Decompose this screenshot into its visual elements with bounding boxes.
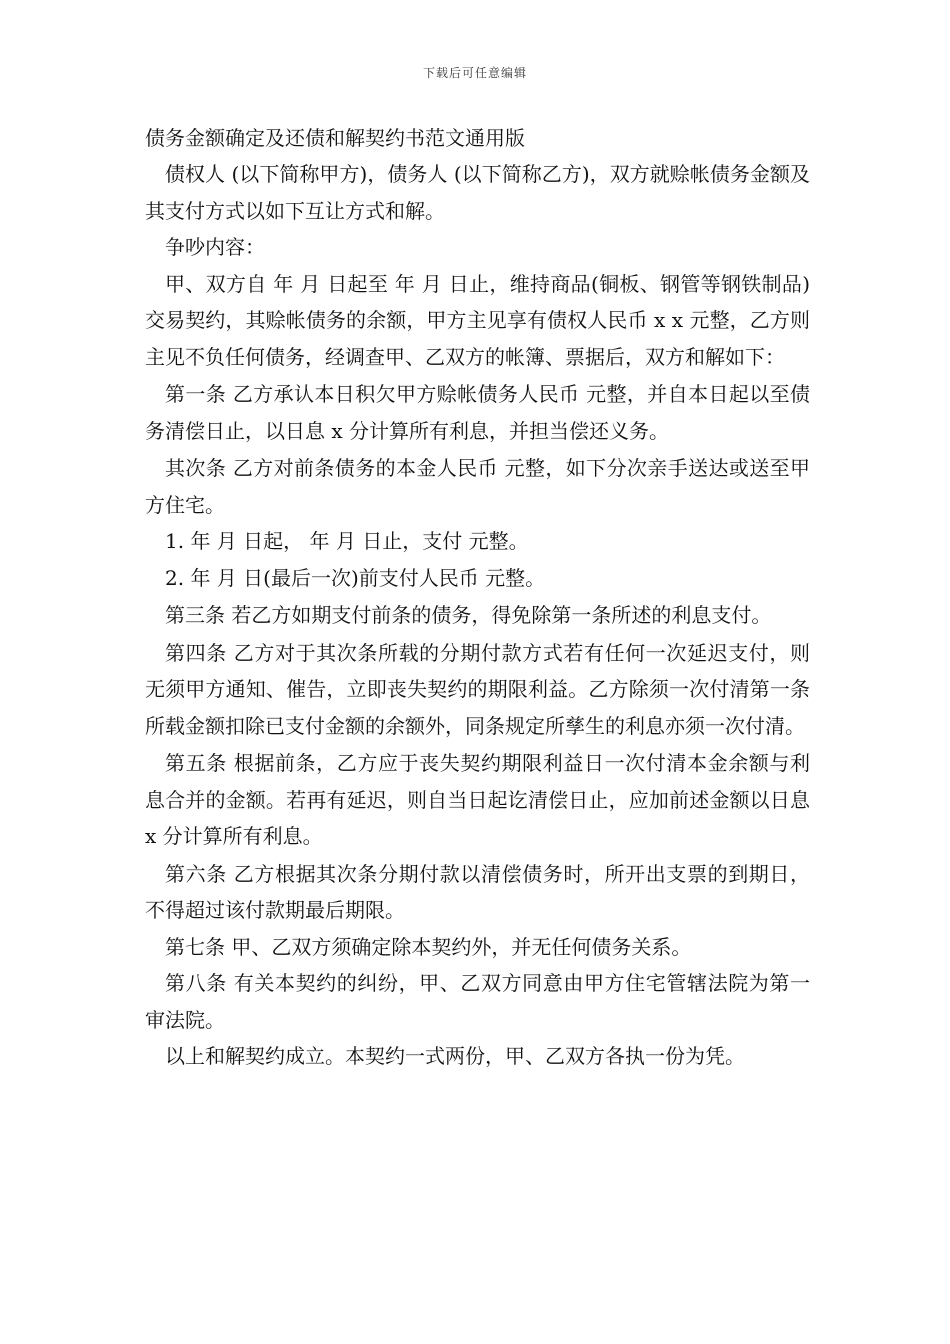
document-body: [145, 120, 810, 1075]
paragraph-article-2: 其次条 乙方对前条债务的本金人民币 元整，如下分次亲手送达或送至甲方住宅。: [145, 456, 810, 517]
paragraph-article-1: 第一条 乙方承认本日积欠甲方赊帐债务人民币 元整，并自本日起以至债务清偿日止，以日息 x 分计算所有利息，并担当偿还义务。: [145, 382, 810, 443]
paragraph-article-3: 第三条 若乙方如期支付前条的债务，得免除第一条所述的利息支付。: [165, 603, 772, 627]
paragraph-installment-2: 2. 年 月 日(最后一次)前支付人民币 元整。: [165, 565, 546, 590]
paragraph-installment-1: 1. 年 月 日起， 年 月 日止，支付 元整。: [165, 529, 529, 553]
header-note: 下载后可任意编辑: [422, 66, 527, 80]
paragraph-article-4: 第四条 乙方对于其次条所载的分期付款方式若有任何一次延迟支付，则无须甲方通知、催告，立即丧失契约的期限利益。乙方除须一次付清第一条所载金额扣除已支付金额的余额外，同条规定所孳生的利息亦须一次付清。: [145, 640, 810, 738]
document-title: 债务金额确定及还债和解契约书范文通用版: [145, 126, 525, 150]
paragraph-intro: 债权人 (以下简称甲方)，债务人 (以下简称乙方)，双方就赊帐债务金额及其支付方式以如下互让方式和解。: [145, 162, 810, 223]
paragraph-article-6: 第六条 乙方根据其次条分期付款以清偿债务时，所开出支票的到期日，不得超过该付款期最后期限。: [145, 861, 810, 922]
paragraph-dispute-content: 甲、双方自 年 月 日起至 年 月 日止，维持商品(铜板、钢管等钢铁制品)交易契约，其赊帐债务的余额，甲方主见享有债权人民币 x x 元整，乙方则主见不负任何债务，经调查甲、乙双方的帐簿、票据后，双方和解如下：: [145, 271, 810, 369]
paragraph-conclusion: 以上和解契约成立。本契约一式两份，甲、乙双方各执一份为凭。: [165, 1044, 745, 1068]
paragraph-dispute-heading: 争吵内容：: [165, 235, 265, 259]
paragraph-article-5: 第五条 根据前条，乙方应于丧失契约期限利益日一次付清本金余额与利息合并的金额。若再有延迟，则自当日起讫清偿日止，应加前述金额以日息 x 分计算所有利息。: [145, 751, 810, 848]
paragraph-article-8: 第八条 有关本契约的纠纷，甲、乙双方同意由甲方住宅管辖法院为第一审法院。: [145, 971, 810, 1032]
paragraph-article-7: 第七条 甲、乙双方须确定除本契约外，并无任何债务关系。: [165, 934, 692, 959]
